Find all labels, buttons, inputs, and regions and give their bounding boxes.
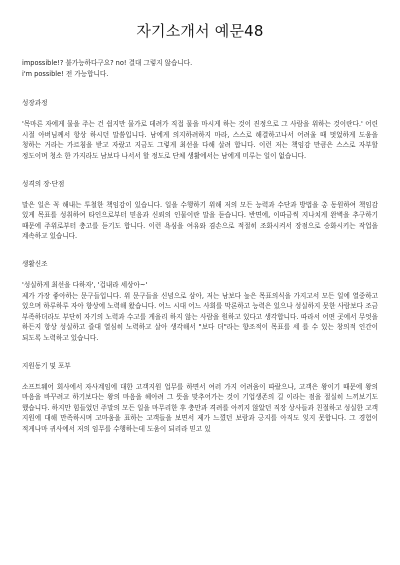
section-motto xyxy=(22,258,378,344)
section-heading: 성장과정 xyxy=(22,99,48,108)
section-personality xyxy=(22,178,378,242)
section-body: 소프트웨어 회사에서 자사계임에 대한 고객지원 업무를 하면서 여러 가지 어려움이 따랐으나, 고객은 왕이기 때문에 왕의 마음을 바꾸려고 하기보다는 왕의 마음을 헤아려 그 뜻을 맞추어가는 것이 기업생존의 길 이라는 점을 절실히 느끼보기도 했습니다. 하지만 힘들었던 주말의 모든 일을 마무리한 후 충만과 격려를 아끼지 않았던 직장 상사들과 친절하고 성실한 고객 지원에 대해 만족하시며 고마움을 표하는 고객들을 보면서 제가 느꼈던 보람과 긍지를 아직도 잊지 못합니다. 그 경험이 적게나마 귀사에서 저의 임무를 수행하는데 도움이 되리라 믿고 있 xyxy=(22,382,378,433)
intro-line-1: impossible!? 불가능하다구요? no! 결대 그렇지 않습니다. xyxy=(22,59,193,67)
section-heading: 생활신조 xyxy=(22,259,48,268)
section-heading: 지원동기 및 포부 xyxy=(22,361,71,370)
intro-line-2: i'm possible! 전 가능합니다. xyxy=(22,69,109,78)
intro-block xyxy=(22,58,378,79)
document-title: 자기소개서 예문48 xyxy=(136,22,264,40)
section-growth xyxy=(22,97,378,161)
section-heading: 성격의 장·단점 xyxy=(22,179,65,188)
section-body: 말은 일은 꼭 해내는 투철한 책임감이 있습니다. 일을 수행하기 위해 저의 모든 능력과 수단과 방법을 총 동원하여 책임감 있게 목표를 성취하여 타인으로부터 믿음과 신뢰의 인물이란 말을 듣습니다. 반면에, 이따금씩 지나치게 완벽을 추구하기 때문에 주위로부터 충고를 듣기도 합니다. 이런 욕심을 여유와 겸손으로 적절히 조화시켜서 장점으로 승화시키는 작업을 계속하고 있습니다. xyxy=(22,200,378,241)
section-body: '목마른 자에게 물을 주는 건 쉽지만 물가로 데려가 직접 물을 마시게 하는 것이 진정으로 그 사람을 위하는 것이란다.' 어린 시절 아버님께서 항상 하시던 말씀입니다. 남에게 의지하려하지 마라, 스스로 해결하고나서 어려울 때 멋었하게 도움을 청하는 거라는 가르침을 받고 자랐고 지금도 그렇게 최선을 다해 살려 합니다. 이런 저는 책임감 만큼은 스스로 자부할 정도이며 청소 한 가지라도 남보다 나서서 할 정도로 단체 생활에서는 남에게 미루는 일이 없습니다. xyxy=(22,120,378,160)
section-body: '성실하게 최선을 다하자', '겁내라 세상아~' 제가 가장 좋아하는 문구들입니다. 위 문구들을 신념으로 삼아, 저는 남보다 높은 목표의식을 가지고서 모든 일에 열중하고 있으며 하루하루 자아 향상에 노력해 왔습니다. 어느 시대 어느 사회를 막론하고 능력은 있으나 성실하지 못한 사람보다 조금 부족하더라도 부단히 자기의 노력과 수고를 게을리 하지 않는 사람을 원하고 있다고 생각합니다. 따라서 어떤 곳에서 무엇을 하든지 항상 성실하고 즐대 열심히 노력하고 살아 생각해서 "보다 더"라는 향조적이 목표를 세 를 수 있는 창의적 인간이 되도록 노력하고 있습니다. xyxy=(22,280,378,342)
section-motivation xyxy=(22,360,378,435)
